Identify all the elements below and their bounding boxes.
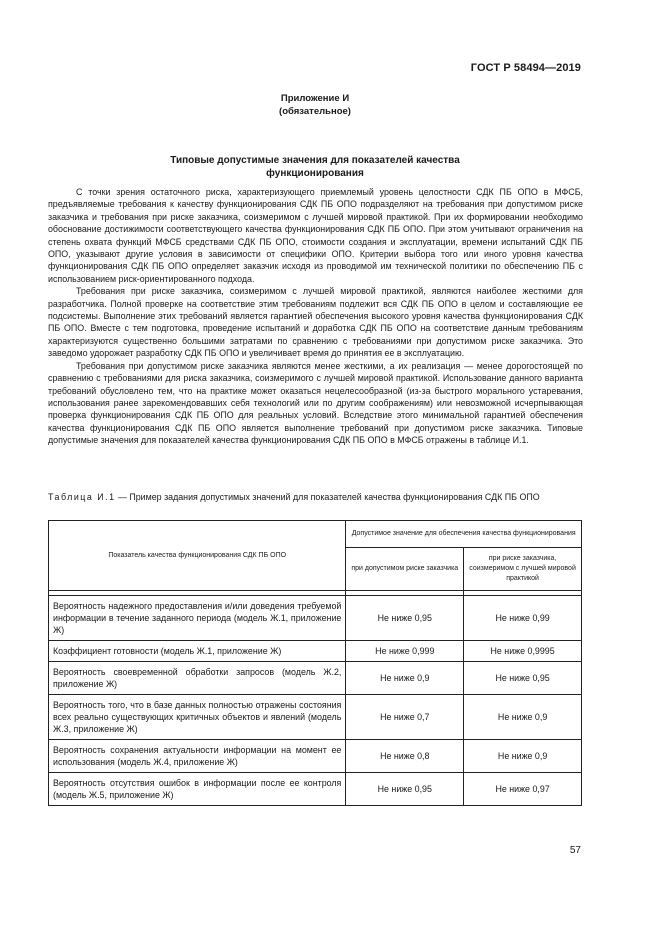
table-header-row [49, 521, 582, 548]
page-number: 57 [569, 845, 581, 856]
best-value-cell: Не ниже 0,9995 [464, 641, 582, 662]
indicator-cell: Вероятность надежного предоставления и/или доведения требуемой информации в течение заданного периода (модель Ж.1, приложение Ж) [49, 596, 346, 641]
indicator-cell: Вероятность отсутствия ошибок в информации после ее контроля (модель Ж.5, приложение Ж) [49, 773, 346, 806]
best-value-cell: Не ниже 0,9 [464, 695, 582, 740]
indicator-cell: Коэффициент готовности (модель Ж.1, приложение Ж) [49, 641, 346, 662]
indicator-cell: Вероятность сохранения актуальности информации на момент ее использования (модель Ж.4, приложение Ж) [49, 740, 346, 773]
table-row [49, 773, 582, 806]
best-value-cell: Не ниже 0,97 [464, 773, 582, 806]
best-value-cell: Не ниже 0,95 [464, 662, 582, 695]
best-value-cell: Не ниже 0,99 [464, 596, 582, 641]
table-caption-text: — Пример задания допустимых значений для показателей качества функционирования СДК ПБ ОПО [118, 492, 540, 502]
annex-status: (обязательное) [279, 106, 351, 117]
header-group: Допустимое значение для обеспечения качества функционирования [346, 521, 582, 548]
paragraph: Требования при допустимом риске заказчика являются менее жесткими, а их реализация — менее дорогостоящей по сравнению с требованиями для риска заказчика, соизмеримого с лучшей мировой практикой. Использование данного варианта требований обусловлено тем, что на практике может оказаться нецелесообразной (из-за быстрого морального устаревания, использования ранее зарекомендовавших себя технологий или по другим соображениям) или невозможной исчерпывающая проверка функционирования СДК ПБ ОПО для реальных условий. Вследствие этого минимальной гарантией обеспечения качества функционирования СДК ПБ ОПО является выполнение требований при допустимом риске заказчика. Типовые допустимые значения для показателей качества функционирования СДК ПБ ОПО в МФСБ отражены в таблице И.1. [48, 360, 583, 446]
acceptable-value-cell: Не ниже 0,999 [346, 641, 464, 662]
table-row [49, 641, 582, 662]
best-value-cell: Не ниже 0,9 [464, 740, 582, 773]
indicator-cell: Вероятность своевременной обработки запросов (модель Ж.2, приложение Ж) [49, 662, 346, 695]
table-row [49, 740, 582, 773]
standard-designation: ГОСТ Р 58494—2019 [470, 62, 581, 74]
header-best-practice: при риске заказчика, соизмеримом с лучшей мировой практикой [464, 548, 582, 591]
paragraph: С точки зрения остаточного риска, характеризующего приемлемый уровень целостности СДК ПБ ОПО в МФСБ, предъявляемые требования к качеству функционирования СДК ПБ ОПО подразделяют на требования при допустимом риске заказчика и требования при риске заказчика, соизмеримом с лучшей мировой практикой. При их формировании необходимо обоснование достижимости соответствующего качества функционирования СДК ПБ ОПО. При этом учитывают ограничения на степень охвата функций МФСБ средствами СДК ПБ ОПО, стоимости создания и эксплуатации, времени испытаний СДК ПБ ОПО, указывают другие условия в зависимости от специфики ОПО. Критерии выбора того или иного уровня качества функционирования СДК ПБ ОПО определяет заказчик исходя из проводимой им технической политики по обеспечению ПБ с использованием риск-ориентированного подхода. [48, 187, 583, 284]
acceptable-value-cell: Не ниже 0,95 [346, 596, 464, 641]
acceptable-value-cell: Не ниже 0,9 [346, 662, 464, 695]
annex-heading [0, 92, 630, 118]
acceptable-value-cell: Не ниже 0,7 [346, 695, 464, 740]
acceptable-value-cell: Не ниже 0,95 [346, 773, 464, 806]
annex-title: Приложение И [280, 93, 350, 104]
section-title [0, 154, 630, 180]
table-row [49, 662, 582, 695]
table-caption [48, 491, 583, 503]
paragraph: Требования при риске заказчика, соизмеримом с лучшей мировой практикой, являются наиболее жесткими для разработчика. Полной проверке на соответствие этим требованиям подлежит вся СДК ПБ ОПО в целом и составляющие ее подсистемы. Выполнение этих требований является гарантией обеспечения высокого уровня качества функционирования СДК ПБ ОПО. Вместе с тем подготовка, проведение испытаний и доработка СДК ПБ ОПО на соответствие данным требованиям характеризуются существенно большими затратами по сравнению с требованиями при допустимом риске заказчика. Это заведомо удорожает разработку СДК ПБ ОПО и увеличивает время до принятия ее в эксплуатацию. [48, 286, 583, 359]
table-caption-label: Таблица И.1 [48, 492, 116, 502]
section-title-line1: Типовые допустимые значения для показателей качества [170, 155, 460, 166]
table-row [49, 695, 582, 740]
header-indicator: Показатель качества функционирования СДК ПБ ОПО [49, 521, 346, 591]
section-title-line2: функционирования [266, 168, 364, 179]
acceptable-value-cell: Не ниже 0,8 [346, 740, 464, 773]
header-acceptable-risk: при допустимом риске заказчика [346, 548, 464, 591]
indicator-cell: Вероятность того, что в базе данных полностью отражены состояния всех реально существующих критичных объектов и явлений (модель Ж.3, приложение Ж) [49, 695, 346, 740]
body-text [48, 186, 583, 447]
table-row [49, 596, 582, 641]
quality-indicators-table [48, 520, 582, 806]
